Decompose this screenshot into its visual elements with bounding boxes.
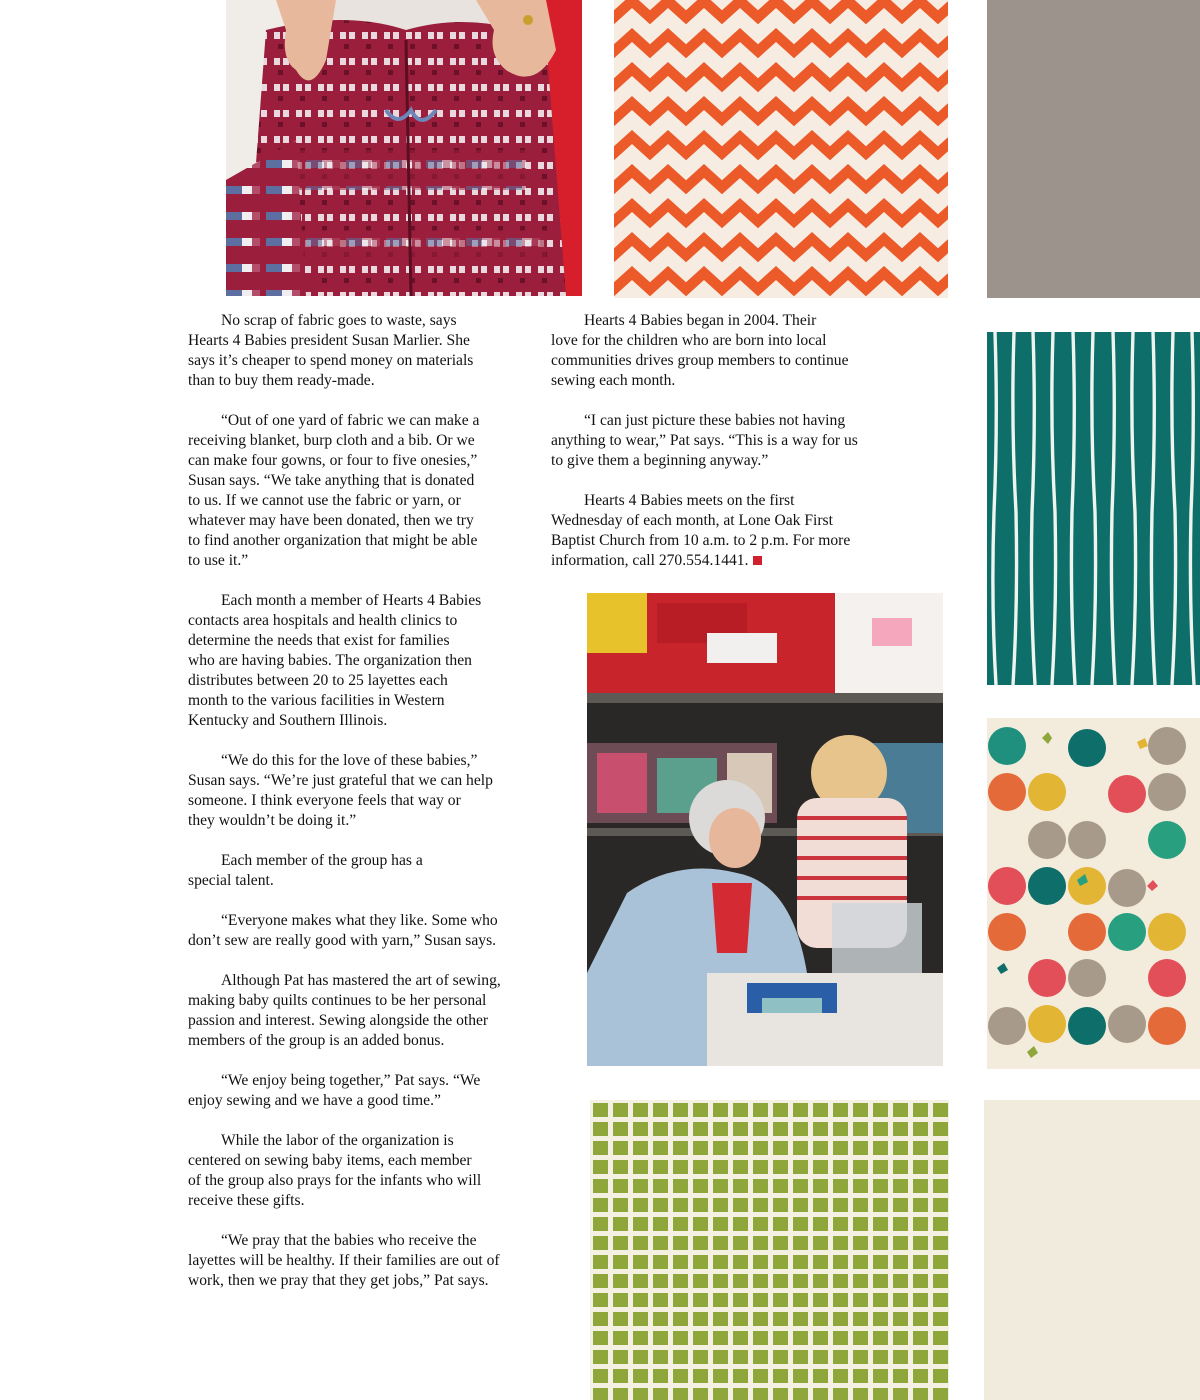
sweater-photo <box>226 0 582 296</box>
polka-dot-pattern <box>987 718 1200 1069</box>
paragraph: While the labor of the organization is centered on sewing baby items, each member of the group also prays for the infants who will receive these gifts. <box>188 1132 482 1209</box>
paragraph: “We enjoy being together,” Pat says. “We enjoy sewing and we have a good time.” <box>188 1072 481 1109</box>
paragraph: “Out of one yard of fabric we can make a receiving blanket, burp cloth and a bib. Or we can make four gowns, or four to five onesies,” Susan says. “We take anything that is donated to us. If we cannot use the fabric or yarn, or whatever may have been donated, then we try to find another organization that might be able to use it.” <box>188 412 480 569</box>
paragraph: “I can just picture these babies not having anything to wear,” Pat says. “This is a way for us to give them a beginning anyway.” <box>551 412 858 469</box>
paragraph: Although Pat has mastered the art of sewing, making baby quilts continues to be her personal passion and interest. Sewing alongside the other members of the group is an added bonus. <box>188 972 501 1049</box>
orange-chevron-swatch <box>614 0 948 298</box>
paragraph-final <box>551 491 901 571</box>
volunteers-photo-illustration <box>587 593 943 1066</box>
paragraph: Each member of the group has a special talent. <box>188 852 423 889</box>
sweater-photo-illustration <box>226 0 582 296</box>
paragraph: No scrap of fabric goes to waste, says Hearts 4 Babies president Susan Marlier. She says it’s cheaper to spend money on materials than to buy them ready-made. <box>188 312 474 389</box>
paragraph: “Everyone makes what they like. Some who don’t sew are really good with yarn,” Susan says. <box>188 912 498 949</box>
article-left-column <box>188 311 534 1311</box>
paragraph: “We pray that the babies who receive the layettes will be healthy. If their families are out of work, then we pray that they get jobs,” Pat says. <box>188 1232 500 1289</box>
polka-dot-swatch <box>987 718 1200 1069</box>
chevron-pattern <box>614 0 948 298</box>
paragraph-final-text: Hearts 4 Babies meets on the first Wednesday of each month, at Lone Oak First Baptist Church from 10 a.m. to 2 p.m. For more information, call 270.554.1441. <box>551 492 851 569</box>
article-right-column <box>551 311 901 591</box>
green-grid-swatch <box>590 1100 949 1400</box>
cream-swatch <box>984 1100 1200 1400</box>
end-mark-icon <box>753 556 762 565</box>
gray-linen-swatch <box>987 0 1200 298</box>
teal-stripe-swatch <box>987 332 1200 685</box>
teal-stripe-pattern <box>987 332 1200 685</box>
green-grid-pattern <box>590 1100 949 1400</box>
paragraph: Hearts 4 Babies began in 2004. Their love for the children who are born into local communities drives group members to continue sewing each month. <box>551 312 849 389</box>
paragraph: “We do this for the love of these babies,” Susan says. “We’re just grateful that we can help someone. I think everyone feels that way or they wouldn’t be doing it.” <box>188 752 493 829</box>
paragraph: Each month a member of Hearts 4 Babies contacts area hospitals and health clinics to determine the needs that exist for families who are having babies. The organization then distributes between 20 to 25 layettes each month to the various facilities in Western Kentucky and Southern Illinois. <box>188 592 482 729</box>
volunteers-photo <box>587 593 943 1066</box>
